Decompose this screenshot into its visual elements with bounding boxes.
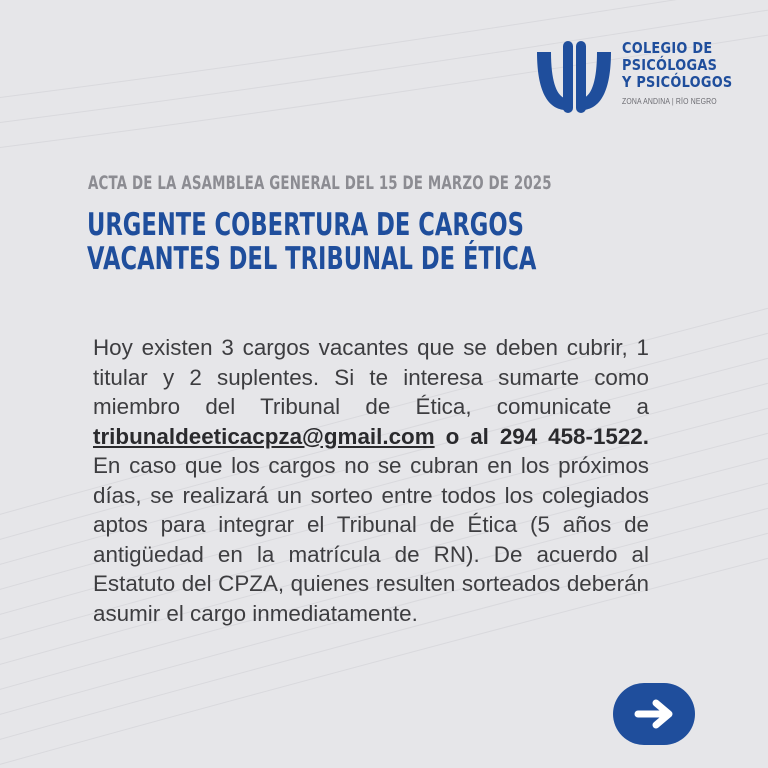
next-slide-button[interactable] bbox=[613, 683, 695, 745]
body-intro: Hoy existen 3 cargos vacantes que se deben cubrir, 1 titular y 2 suplentes. Si te interesa sumarte como miembro del Tribunal de Ética, comunicate a bbox=[93, 335, 649, 419]
brand-region: ZONA ANDINA | RÍO NEGRO bbox=[622, 97, 717, 106]
psi-symbol-icon bbox=[534, 38, 614, 116]
brand-text bbox=[622, 40, 750, 106]
body-rest: En caso que los cargos no se cubran en los próximos días, se realizará un sorteo entre todos los colegiados aptos para integrar el Tribunal de Ética (5 años de antigüedad en la matrícula de RN). De acuerdo al Estatuto del CPZA, quienes resulten sorteados deberán asumir el cargo inmediatamente. bbox=[93, 453, 649, 626]
headline-line-1: URGENTE COBERTURA DE CARGOS bbox=[87, 207, 524, 243]
contact-email-link[interactable]: tribunaldeeticacpza@gmail.com bbox=[93, 423, 435, 449]
brand-logo bbox=[534, 38, 734, 118]
contact-phone: o al 294 458-1522. bbox=[445, 423, 649, 449]
arrow-right-icon bbox=[613, 683, 695, 745]
brand-name-line-2: PSICÓLOGAS bbox=[622, 56, 718, 74]
post-body bbox=[93, 333, 649, 628]
brand-name-line-1: COLEGIO DE bbox=[622, 39, 713, 57]
headline-line-2: VACANTES DEL TRIBUNAL DE ÉTICA bbox=[87, 241, 537, 277]
brand-name-line-3: Y PSICÓLOGOS bbox=[622, 73, 733, 91]
post-headline bbox=[87, 208, 536, 276]
post-subtitle: ACTA DE LA ASAMBLEA GENERAL DEL 15 DE MARZO DE 2025 bbox=[88, 172, 552, 194]
